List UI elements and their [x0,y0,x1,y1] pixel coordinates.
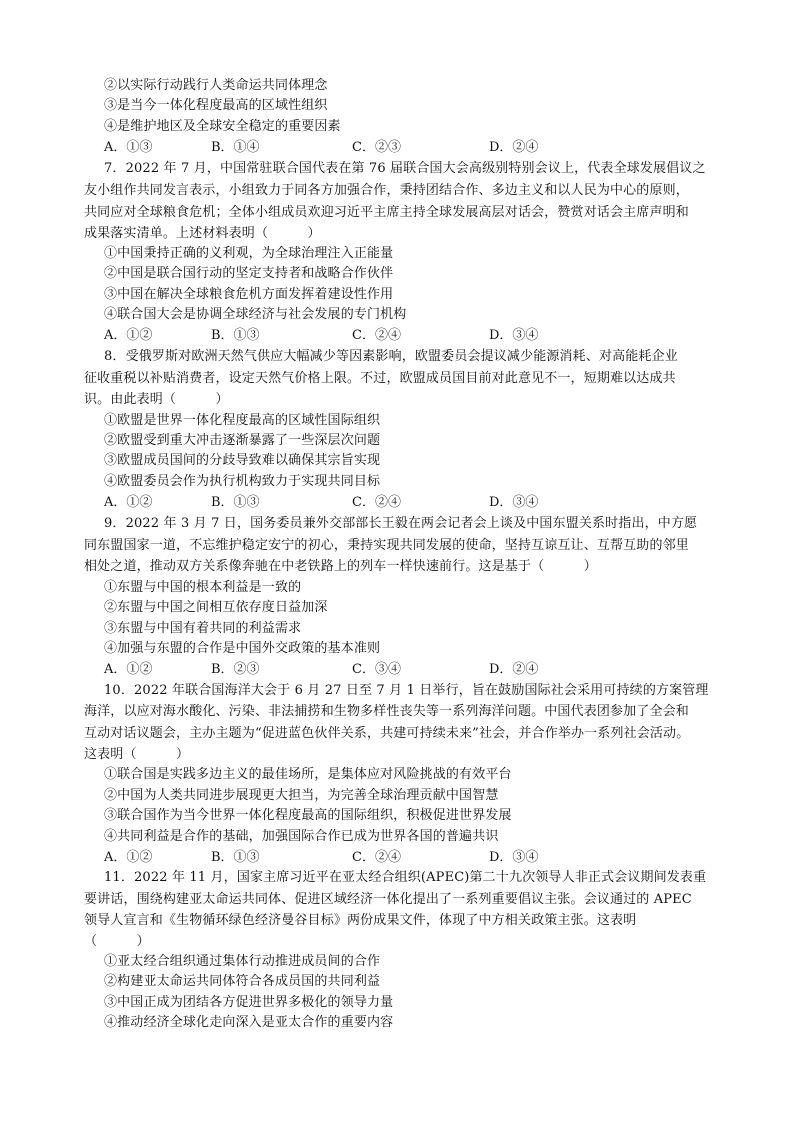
q8-option-item-4: ④欧盟委员会作为执行机构致力于实现共同目标 [104,474,381,489]
q7-stem-line-2: 友小组作共同发言表示，小组致力于同各方加强合作，秉持团结合作、多边主义和以人民为中心的原则， [84,183,689,198]
q7-stem-line-1: 7．2022 年 7 月，中国常驻联合国代表在第 76 届联合国大会高级别特别会议上，代表全球发展倡议之 [104,161,706,176]
q10-choice-d[interactable]: D．③④ [489,850,539,865]
q9-option-item-3: ③东盟与中国有着共同的利益需求 [104,621,302,636]
q10-stem-line-1: 10．2022 年联合国海洋大会于 6 月 27 日至 7 月 1 日举行，旨在鼓励国际社会采用可持续的方案管理 [104,683,709,698]
q11-option-item-2: ②构建亚太命运共同体符合各成员国的共同利益 [104,974,381,989]
q6-choice-c[interactable]: C．②③ [352,140,401,155]
q11-option-item-1: ①亚太经合组织通过集体行动推进成员间的合作 [104,954,381,969]
q10-stem-line-3: 互动对话议题会，主办主题为“促进蓝色伙伴关系，共建可持续未来”社会，并合作举办一系列社会活动。 [84,726,690,741]
q7-choice-b[interactable]: B．①③ [211,328,260,343]
q10-option-item-2: ②中国为人类共同进步展现更大担当，为完善全球治理贡献中国智慧 [104,788,499,803]
q9-option-item-2: ②东盟与中国之间相互依存度日益加深 [104,600,328,615]
q6-choice-d[interactable]: D．②④ [489,140,539,155]
q10-option-item-4: ④共同利益是合作的基础，加强国际合作已成为世界各国的普遍共识 [104,829,499,844]
q6-choice-a[interactable]: A．①③ [104,140,153,155]
q8-stem-line-3: 识。由此表明（ ） [84,392,229,407]
q7-choice-a[interactable]: A．①② [104,328,153,343]
q7-option-item-2: ②中国是联合国行动的坚定支持者和战略合作伙伴 [104,266,394,281]
q11-stem-line-4: （ ） [84,934,150,949]
q9-choice-a[interactable]: A．①② [104,662,153,677]
q6-option-item-4: ④是维护地区及全球安全稳定的重要因素 [104,119,341,134]
q6-choice-b[interactable]: B．①④ [211,140,260,155]
q7-option-item-1: ①中国秉持正确的义利观，为全球治理注入正能量 [104,246,394,261]
q11-stem-line-3: 领导人宣言和《生物循环绿色经济曼谷目标》两份成果文件，体现了中方相关政策主张。这表明 [84,913,637,928]
q8-choice-b[interactable]: B．①③ [211,495,260,510]
q11-stem-line-2: 要讲话，围绕构建亚太命运共同体、促进区域经济一体化提出了一系列重要倡议主张。会议通过的 APEC [84,892,692,907]
q7-stem-line-4: 成果落实清单。上述材料表明（ ） [84,226,321,241]
q9-choice-d[interactable]: D．②④ [489,662,539,677]
q9-stem-line-2: 同东盟国家一道，不忘维护稳定安宁的初心，秉持实现共同发展的使命，坚持互谅互让、互帮互助的邻里 [84,538,689,553]
q9-answer-choices [104,660,704,680]
q7-choice-d[interactable]: D．③④ [489,328,539,343]
q10-option-item-1: ①联合国是实践多边主义的最佳场所，是集体应对风险挑战的有效平台 [104,767,512,782]
q10-choice-c[interactable]: C．②④ [352,850,401,865]
q10-stem-line-4: 这表明（ ） [84,747,190,762]
q8-choice-c[interactable]: C．②④ [352,495,401,510]
q9-choice-c[interactable]: C．③④ [352,662,401,677]
q8-stem-line-1: 8．受俄罗斯对欧洲天然气供应大幅减少等因素影响，欧盟委员会提议减少能源消耗、对高能耗企业 [104,349,678,364]
q11-option-item-3: ③中国正成为团结各方促进世界多极化的领导力量 [104,995,394,1010]
q7-answer-choices [104,326,704,346]
q8-choice-d[interactable]: D．③④ [489,495,539,510]
q9-stem-line-3: 相处之道，推动双方关系像奔驰在中老铁路上的列车一样快速前行。这是基于（ ） [84,559,597,574]
q9-stem-line-1: 9．2022 年 3 月 7 日，国务委员兼外交部部长王毅在两会记者会上谈及中国东盟关系时指出，中方愿 [104,516,698,531]
q8-answer-choices [104,493,704,513]
q8-stem-line-2: 征收重税以补贴消费者，设定天然气价格上限。不过，欧盟成员国目前对此意见不一，短期难以达成共 [84,371,676,386]
q8-option-item-2: ②欧盟受到重大冲击逐渐暴露了一些深层次问题 [104,433,381,448]
q10-choice-a[interactable]: A．①② [104,850,153,865]
q6-option-item-2: ②以实际行动践行人类命运共同体理念 [104,78,328,93]
q8-option-item-3: ③欧盟成员国间的分歧导致难以确保其宗旨实现 [104,453,381,468]
q6-answer-choices [104,138,704,158]
q7-stem-line-3: 共同应对全球粮食危机；全体小组成员欢迎习近平主席主持全球发展高层对话会，赞赏对话会主席声明和 [84,205,689,220]
q6-option-item-3: ③是当今一体化程度最高的区域性组织 [104,98,328,113]
q10-answer-choices [104,848,704,868]
q9-option-item-1: ①东盟与中国的根本利益是一致的 [104,580,302,595]
q11-option-item-4: ④推动经济全球化走向深入是亚太合作的重要内容 [104,1015,394,1030]
q8-option-item-1: ①欧盟是世界一体化程度最高的区域性国际组织 [104,413,381,428]
q7-option-item-4: ④联合国大会是协调全球经济与社会发展的专门机构 [104,307,407,322]
q10-option-item-3: ③联合国作为当今世界一体化程度最高的国际组织，积极促进世界发展 [104,808,512,823]
q11-stem-line-1: 11．2022 年 11 月，国家主席习近平在亚太经合组织(APEC)第二十九次领导人非正式会议期间发表重 [104,870,707,885]
q7-option-item-3: ③中国在解决全球粮食危机方面发挥着建设性作用 [104,287,394,302]
q10-stem-line-2: 海洋，以应对海水酸化、污染、非法捕捞和生物多样性丧失等一系列海洋问题。中国代表团参加了全会和 [84,704,689,719]
q9-option-item-4: ④加强与东盟的合作是中国外交政策的基本准则 [104,641,381,656]
q10-choice-b[interactable]: B．①③ [211,850,260,865]
q7-choice-c[interactable]: C．②④ [352,328,401,343]
q9-choice-b[interactable]: B．②③ [211,662,260,677]
q8-choice-a[interactable]: A．①② [104,495,153,510]
